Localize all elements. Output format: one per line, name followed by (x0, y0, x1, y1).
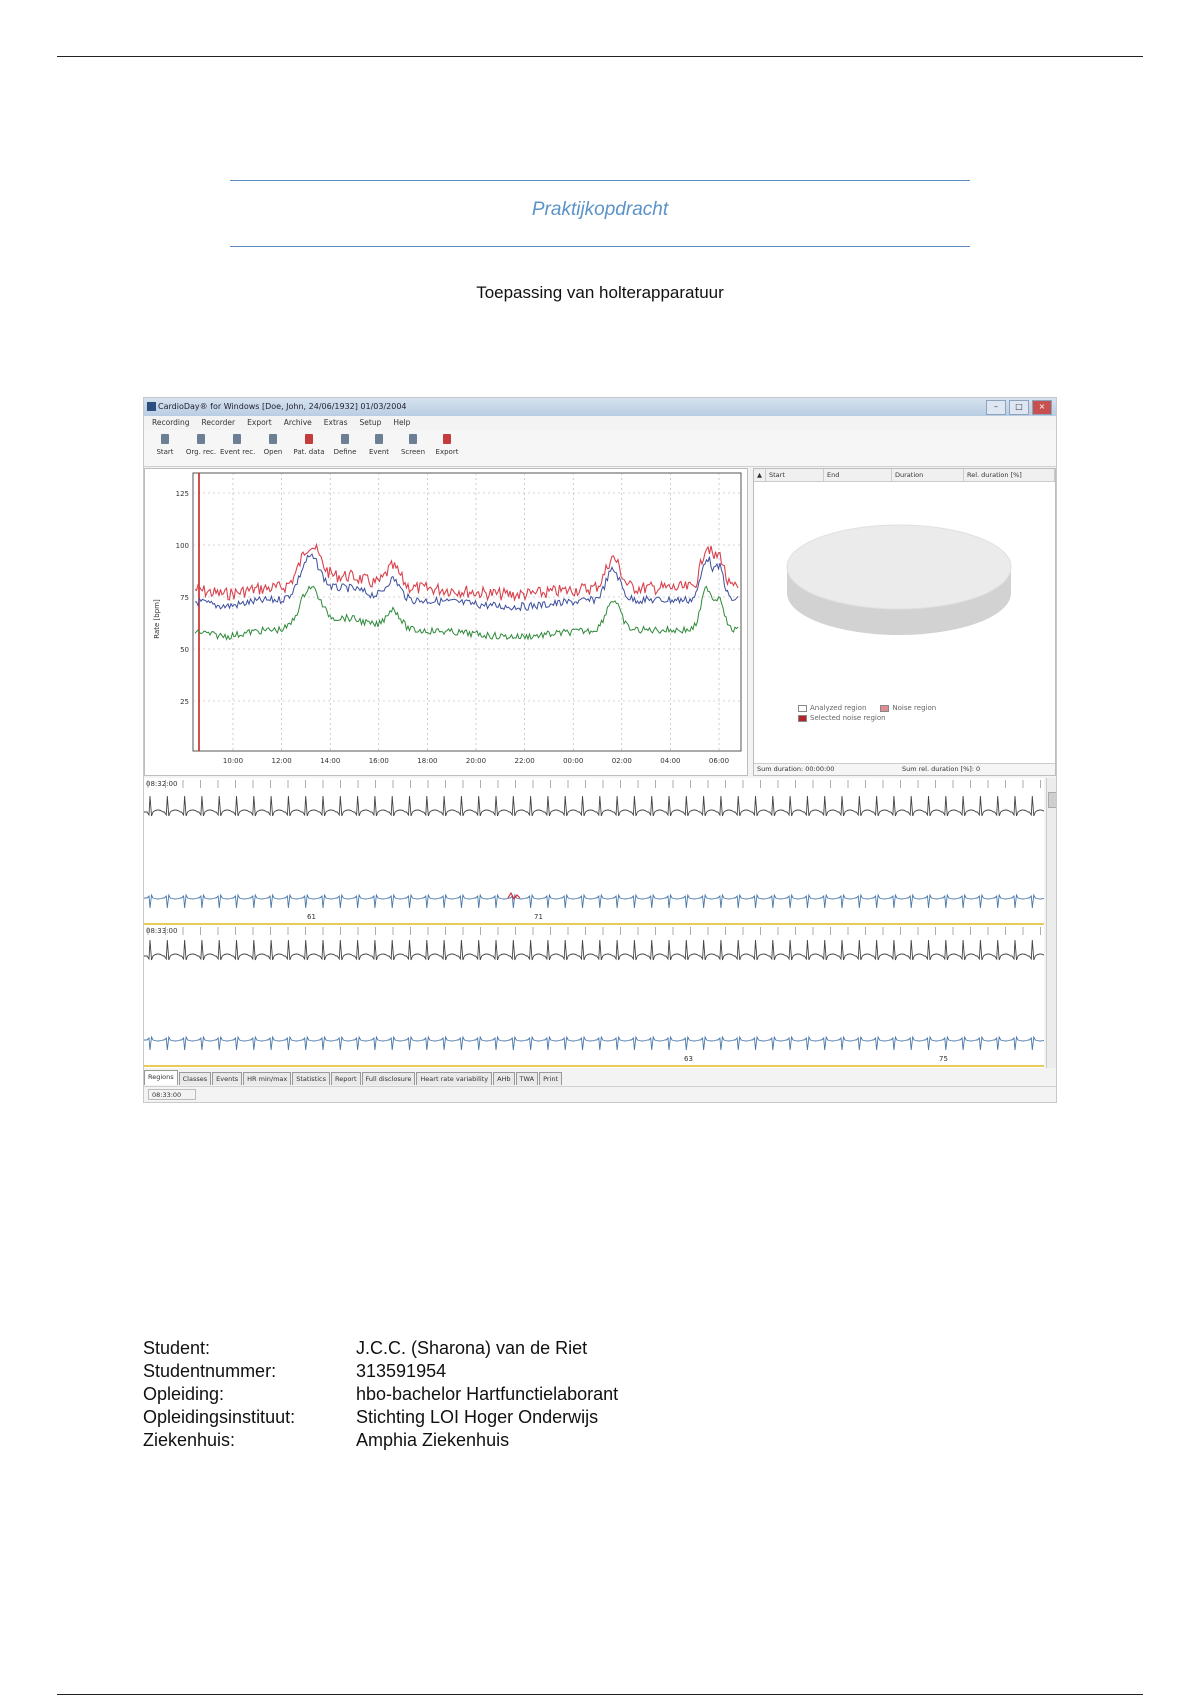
ecg-beat-label: 63 (684, 1055, 693, 1063)
x-tick-label: 16:00 (368, 757, 389, 765)
toolbar-button-label: Event (368, 448, 390, 456)
column-header[interactable]: Start (766, 469, 824, 481)
x-tick-label: 06:00 (708, 757, 730, 765)
title-rule-bottom (230, 246, 970, 247)
tab-full-disclosure[interactable]: Full disclosure (362, 1072, 416, 1085)
title-rule-top (230, 180, 970, 181)
app-icon (147, 402, 156, 411)
ecg-beat-label: 75 (939, 1055, 948, 1063)
toolbar-button-6[interactable] (362, 433, 396, 465)
legend-selected-noise: Selected noise region (810, 714, 886, 722)
legend-swatch-noise (880, 705, 889, 712)
window-title: CardioDay® for Windows [Doe, John, 24/06/1932] 01/03/2004 (158, 402, 407, 411)
toolbar-button-label: Pat. data (293, 448, 325, 456)
analysis-tabs (144, 1070, 1056, 1084)
toolbar-button-label: Org. rec. (185, 448, 217, 456)
tab-classes[interactable]: Classes (179, 1072, 212, 1085)
event-icon (373, 433, 385, 445)
toolbar-button-5[interactable] (328, 433, 362, 465)
ecg-trace (144, 796, 1044, 816)
document-subtitle: Toepassing van holterapparatuur (476, 283, 724, 302)
info-value: 313591954 (356, 1361, 447, 1381)
x-tick-label: 04:00 (660, 757, 681, 765)
scrollbar-thumb (1048, 792, 1057, 808)
toolbar-button-3[interactable] (256, 433, 290, 465)
regions-table-header (754, 469, 1055, 482)
info-value: Stichting LOI Hoger Onderwijs (356, 1407, 599, 1427)
info-label: Student: (143, 1338, 211, 1358)
tab-regions[interactable]: Regions (144, 1070, 178, 1085)
toolbar (144, 430, 1056, 467)
menu-bar (144, 416, 1056, 430)
toolbar-button-label: Export (435, 448, 459, 456)
tab-twa[interactable]: TWA (516, 1072, 539, 1085)
status-bar (144, 1086, 1056, 1103)
y-tick-label: 125 (175, 490, 189, 498)
toolbar-button-4[interactable] (292, 433, 326, 465)
info-label: Opleiding: (143, 1384, 225, 1404)
toolbar-button-1[interactable] (184, 433, 218, 465)
page-footer-rule (57, 1694, 1143, 1695)
x-tick-label: 12:00 (271, 757, 292, 765)
y-tick-label: 50 (180, 646, 189, 654)
legend-swatch-selected-noise (798, 715, 807, 722)
toolbar-button-label: Define (333, 448, 357, 456)
tab-heart-rate-variability[interactable]: Heart rate variability (416, 1072, 492, 1085)
plot-area (193, 473, 741, 751)
tab-events[interactable]: Events (212, 1072, 242, 1085)
menu-item-extras[interactable]: Extras (323, 418, 348, 427)
x-tick-label: 00:00 (563, 757, 584, 765)
folder-open-icon (267, 433, 279, 445)
ecg-strip-time: 08:33:00 (146, 927, 178, 935)
status-time: 08:33:00 (148, 1089, 196, 1100)
export-icon (441, 433, 453, 445)
define-icon (339, 433, 351, 445)
regions-footer (754, 763, 1055, 775)
student-info-table (143, 1337, 618, 1452)
info-value: hbo-bachelor Hartfunctielaborant (356, 1384, 619, 1404)
toolbar-button-7[interactable] (396, 433, 430, 465)
ecg-strips (144, 778, 1044, 1068)
sum-duration: Sum duration: 00:00:00 (757, 765, 835, 773)
x-tick-label: 02:00 (611, 757, 632, 765)
column-header[interactable]: End (824, 469, 892, 481)
patient-icon (303, 433, 315, 445)
menu-item-recorder[interactable]: Recorder (201, 418, 236, 427)
ecg-trace (144, 940, 1044, 960)
column-header[interactable]: Rel. duration [%] (964, 469, 1055, 481)
ecg-beat-label: 71 (534, 913, 543, 921)
toolbar-button-2[interactable] (220, 433, 254, 465)
ecg-trace (144, 1037, 1044, 1050)
y-tick-label: 25 (180, 698, 189, 706)
info-row (143, 1337, 618, 1360)
region-legend (798, 703, 936, 723)
info-row (143, 1429, 618, 1452)
y-tick-label: 75 (180, 594, 189, 602)
toolbar-button-0[interactable] (148, 433, 182, 465)
ecg-scrollbar (1046, 778, 1057, 1068)
info-label: Studentnummer: (143, 1361, 277, 1381)
pie-top (787, 525, 1011, 609)
x-tick-label: 18:00 (417, 757, 438, 765)
menu-item-archive[interactable]: Archive (283, 418, 312, 427)
toolbar-button-label: Open (263, 448, 283, 456)
toolbar-button-label: Screen (400, 448, 426, 456)
menu-item-help[interactable]: Help (393, 418, 411, 427)
ecg-strip-panel (144, 778, 1044, 1068)
tab-ahb[interactable]: AHb (493, 1072, 514, 1085)
column-header[interactable]: Duration (892, 469, 964, 481)
legend-swatch-analyzed (798, 705, 807, 712)
page-header-rule (57, 56, 1143, 57)
x-tick-label: 22:00 (514, 757, 535, 765)
start-icon (159, 433, 171, 445)
x-tick-label: 10:00 (222, 757, 244, 765)
ecg-strip-time: 08:32:00 (146, 780, 178, 788)
info-row (143, 1406, 618, 1429)
toolbar-button-8[interactable] (430, 433, 464, 465)
sum-rel-duration: Sum rel. duration [%]: 0 (902, 765, 981, 773)
heart-rate-trend-panel (144, 468, 748, 776)
info-label: Opleidingsinstituut: (143, 1407, 296, 1427)
minimize-icon: – (986, 400, 1006, 415)
tab-statistics[interactable]: Statistics (292, 1072, 330, 1085)
info-value: J.C.C. (Sharona) van de Riet (356, 1338, 588, 1358)
document-icon (231, 433, 243, 445)
sort-arrow-icon[interactable]: ▲ (754, 469, 766, 481)
document-title: Praktijkopdracht (531, 199, 669, 220)
menu-item-export[interactable]: Export (247, 418, 272, 427)
heart-rate-trend-chart (145, 469, 749, 777)
legend-analyzed: Analyzed region (810, 704, 867, 712)
tab-report[interactable]: Report (331, 1072, 361, 1085)
info-value: Amphia Ziekenhuis (356, 1430, 510, 1450)
tab-print[interactable]: Print (539, 1072, 562, 1085)
toolbar-button-label: Event rec. (220, 448, 256, 456)
holter-software-screenshot (143, 397, 1057, 1103)
window-titlebar (144, 398, 1056, 417)
toolbar-button-label: Start (156, 448, 174, 456)
maximize-icon: □ (1009, 400, 1029, 415)
info-row (143, 1360, 618, 1383)
printer-icon (407, 433, 419, 445)
document-icon (195, 433, 207, 445)
y-tick-label: 100 (175, 542, 189, 550)
tab-hr-min-max[interactable]: HR min/max (243, 1072, 291, 1085)
x-tick-label: 14:00 (320, 757, 341, 765)
regions-panel (753, 468, 1056, 776)
y-axis-label: Rate [bpm] (153, 599, 161, 639)
info-row (143, 1383, 618, 1406)
menu-item-recording[interactable]: Recording (152, 418, 190, 427)
info-label: Ziekenhuis: (143, 1430, 236, 1450)
x-tick-label: 20:00 (465, 757, 487, 765)
ecg-beat-label: 61 (307, 913, 316, 921)
close-icon: × (1032, 400, 1052, 415)
ecg-trace (144, 895, 1044, 908)
menu-item-setup[interactable]: Setup (359, 418, 382, 427)
region-pie-chart (754, 483, 1057, 683)
legend-noise: Noise region (892, 704, 937, 712)
